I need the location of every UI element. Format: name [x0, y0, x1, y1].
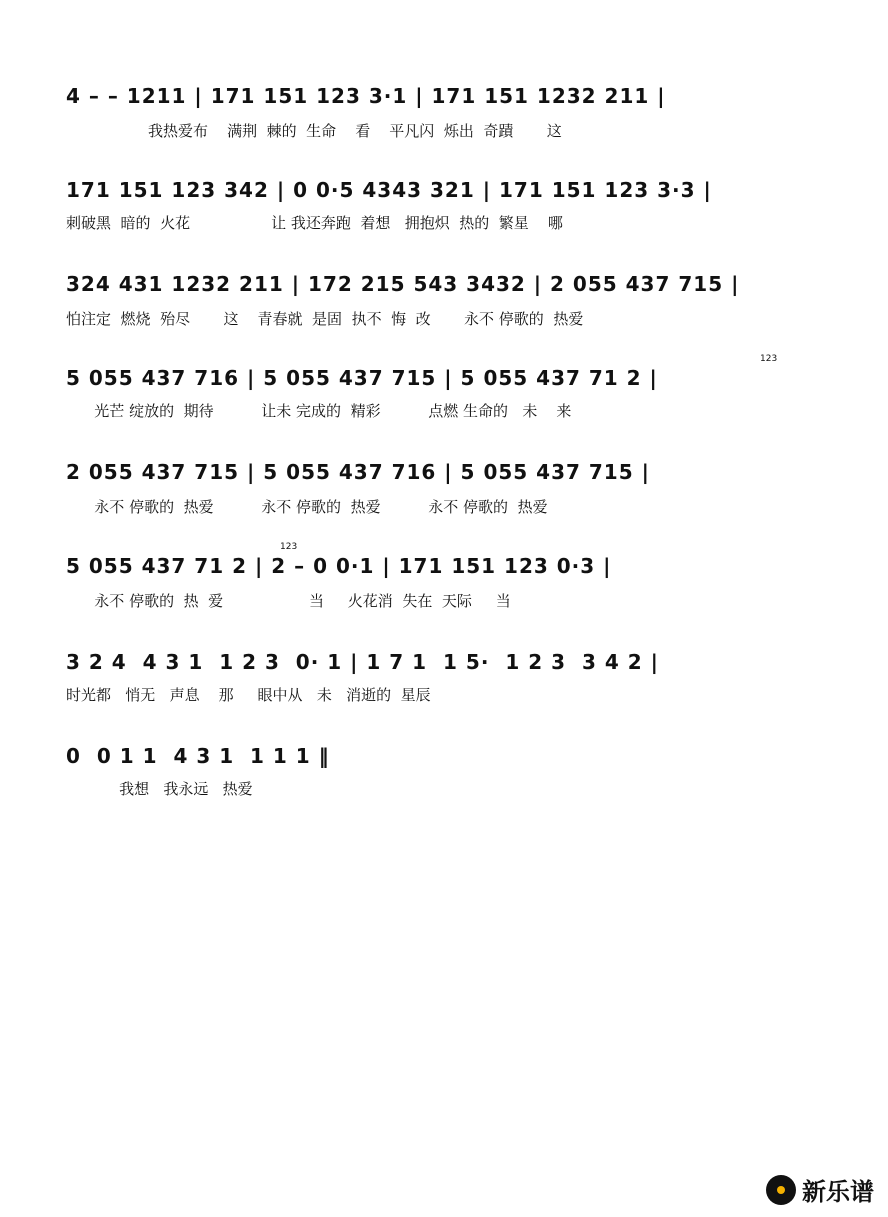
grace-note-label: 123 — [280, 542, 298, 552]
lyrics-row: 光芒 绽放的 期待 让未 完成的 精彩 点燃 生命的 未 来 — [80, 402, 572, 420]
lyrics-row: 永不 停歌的 热爱 永不 停歌的 热爱 永不 停歌的 热爱 — [80, 498, 548, 516]
lyrics-row: 我热爱布 满荆 棘的 生命 看 平凡闪 烁出 奇蹟 这 — [148, 122, 562, 140]
notation-row: 324 431 1232 211 | 172 215 543 3432 | 2 055 437 715 | — [66, 272, 740, 296]
notation-row: 3 2 4 4 3 1 1 2 3 0· 1 | 1 7 1 1 5· 1 2 3 3 4 2 | — [66, 650, 659, 674]
notation-row: 0 0 1 1 4 3 1 1 1 1 ‖ — [66, 744, 330, 768]
lyrics-row: 怕注定 燃烧 殆尽 这 青春就 是固 执不 悔 改 永不 停歌的 热爱 — [66, 310, 584, 328]
score-line-1 — [0, 78, 888, 148]
notation-row: 2 055 437 715 | 5 055 437 716 | 5 055 437 715 | — [66, 460, 650, 484]
score-line-6 — [0, 542, 888, 618]
score-line-7 — [0, 644, 888, 714]
notation-row: 5 055 437 716 | 5 055 437 715 | 5 055 437 71 2 | — [66, 366, 658, 390]
notation-row: 171 151 123 342 | 0 0·5 4343 321 | 171 151 123 3·3 | — [66, 178, 712, 202]
score-line-8 — [0, 738, 888, 808]
grace-note-label: 123 — [760, 354, 778, 364]
lyrics-row: 刺破黑 暗的 火花 让 我还奔跑 着想 拥抱炽 热的 繁星 哪 — [66, 214, 563, 232]
score-line-2 — [0, 172, 888, 242]
score-line-5 — [0, 454, 888, 524]
score-line-4 — [0, 354, 888, 430]
notation-row: 4 – – 1211 | 171 151 123 3·1 | 171 151 1232 211 | — [66, 84, 666, 108]
brand-logo-text: 新乐谱 — [802, 1178, 874, 1206]
lyrics-row: 永不 停歌的 热 爱 当 火花消 失在 天际 当 — [80, 592, 511, 610]
lyrics-row: 我想 我永远 热爱 — [100, 780, 253, 798]
notation-row: 5 055 437 71 2 | 2 – 0 0·1 | 171 151 123 0·3 | — [66, 554, 612, 578]
score-line-3 — [0, 266, 888, 336]
brand-logo — [766, 1172, 874, 1207]
record-disc-icon — [766, 1175, 796, 1205]
lyrics-row: 时光都 悄无 声息 那 眼中从 未 消逝的 星辰 — [66, 686, 431, 704]
